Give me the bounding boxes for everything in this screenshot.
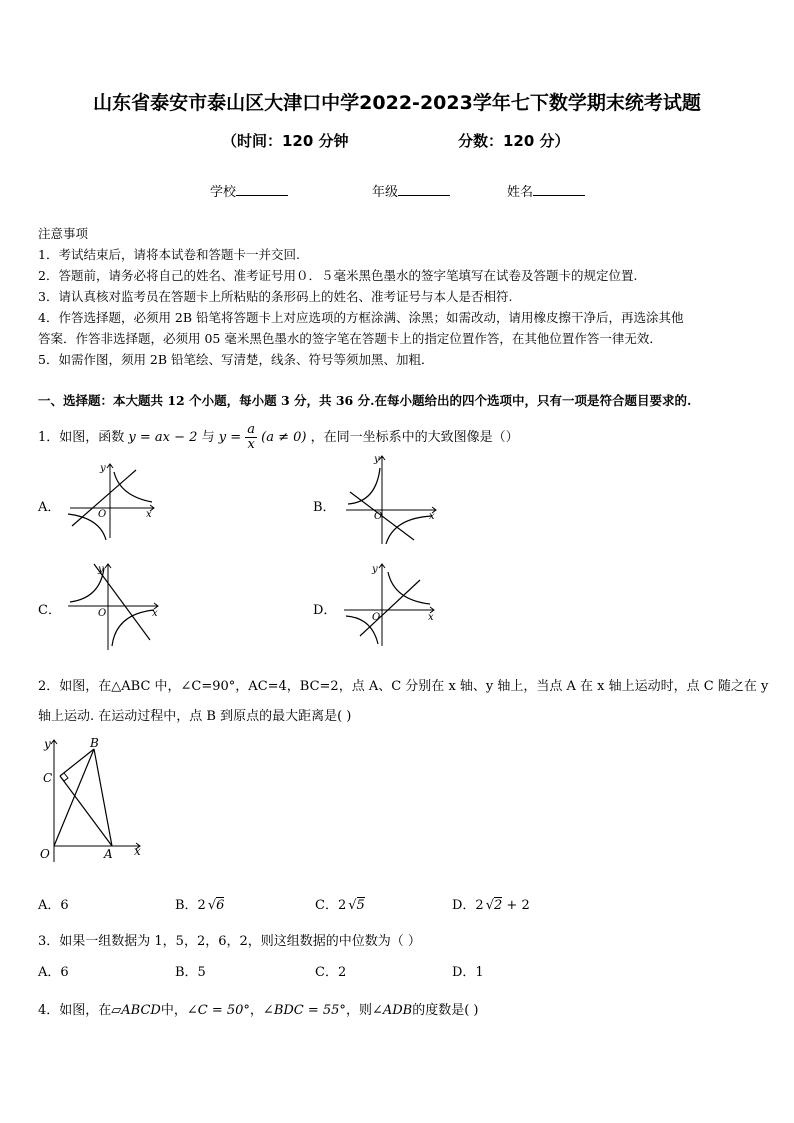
q3-option-b[interactable]: B．5 [175,965,206,980]
axis-origin-label: O [98,608,107,619]
question-2-line1: 2．如图，在△ABC 中，∠C=90°，AC=4，BC=2，点 A、C 分别在 x 轴、y 轴上，当点 A 在 x 轴上运动时，点 C 随之在 y [38,679,769,694]
q2-label-b: B [90,736,99,750]
q2-label-y: y [44,737,51,751]
q1-linear-function: y = ax − 2 [128,430,198,445]
q1-graph-b [336,448,444,548]
q2-option-c-radicand: 5 [356,898,365,913]
q1-fraction-numerator: a [247,422,256,437]
q1-condition: (a ≠ 0) [261,430,307,445]
q2-option-d[interactable] [452,894,530,913]
question-2-line2: 轴上运动. 在运动过程中，点 B 到原点的最大距离是( ) [38,709,352,724]
axis-x-label: x [146,509,152,520]
q4-suffix: 的度数是( ) [412,1003,479,1018]
note-item: 4．作答选择题，必须用 2B 铅笔将答题卡上对应选项的方框涂满、涂黑；如需改动，请用橡皮擦干净后，再选涂其他 [38,310,684,325]
exam-time: （时间：120 分钟 [222,132,349,150]
grade-field[interactable] [372,181,450,200]
q4-parallelogram: ▱ABCD [111,1003,161,1018]
q2-option-d-tail: + 2 [502,898,530,913]
axis-x-label: x [428,612,434,623]
sqrt-icon: √ [348,898,357,913]
question-3: 3．如果一组数据为 1，5，2，6，2，则这组数据的中位数为（ ） [38,934,421,949]
q4-mid1: 中， [160,1003,187,1018]
q1-fraction-denominator: x [247,437,255,452]
q1-option-b[interactable]: B． [313,500,336,515]
q3-option-a[interactable]: A．6 [38,965,69,980]
exam-score: 分数：120 分） [458,132,570,150]
question-4 [38,999,479,1018]
question-1 [38,423,519,452]
axis-origin-label: O [374,511,383,522]
q1-graph-c [64,560,164,652]
notes-heading: 注意事项 [38,226,89,241]
axis-y-label: y [98,564,104,575]
note-item: 1．考试结束后，请将本试卷和答题卡一并交回. [38,247,300,262]
axis-y-label: y [372,564,378,575]
q4-mid2: ，则 [345,1003,372,1018]
q1-option-a[interactable]: A． [38,500,61,515]
q2-option-c[interactable] [315,894,365,913]
q2-label-o: O [40,847,50,861]
q1-option-d[interactable]: D． [313,603,337,618]
section-heading: 一、选择题：本大题共 12 个小题，每小题 3 分，共 36 分.在每小题给出的四个选项中，只有一项是符合题目要求的. [38,393,692,408]
q3-option-d[interactable]: D．1 [452,965,484,980]
axis-origin-label: O [98,509,107,520]
q1-prefix: 1．如图，函数 [38,430,125,445]
school-field[interactable] [210,181,288,200]
q2-label-x: x [134,844,141,858]
q2-option-c-label: C．2 [315,898,347,913]
q2-option-d-label: D．2 [452,898,484,913]
q1-suffix: ，在同一坐标系中的大致图像是（） [310,430,519,445]
q3-option-c[interactable]: C．2 [315,965,347,980]
q4-angle-bdc: ∠BDC = 55° [262,1003,346,1018]
name-label: 姓名 [507,185,534,200]
q2-label-a: A [104,847,113,861]
q2-triangle-figure [36,734,148,864]
axis-y-label: y [100,463,106,474]
page-title: 山东省泰安市泰山区大津口中学2022-2023学年七下数学期末统考试题 [93,92,701,114]
note-item: 答案．作答非选择题，必须用 05 毫米黑色墨水的签字笔在答题卡上的指定位置作答，在其他位置作答一律无效． [38,331,662,346]
sqrt-icon: √ [207,898,217,913]
q2-option-b-radicand: 6 [216,898,225,913]
q4-angle-adb: ∠ADB [371,1003,413,1018]
q1-graph-d [340,560,440,650]
axis-y-label: y [374,454,380,465]
q1-and: 与 [201,430,215,445]
name-field[interactable] [507,181,585,200]
axis-origin-label: O [372,612,381,623]
grade-label: 年级 [372,185,399,200]
note-item: 2．答题前，请务必将自己的姓名、准考证号用０．５毫米黑色墨水的签字笔填写在试卷及答题卡的规定位置. [38,268,638,283]
sqrt-icon: √ [485,898,494,913]
q1-option-c[interactable]: C． [38,603,61,618]
q2-option-d-radicand: 2 [494,898,503,913]
q2-option-b-label: B．2 [175,898,206,913]
note-item: 5．如需作图，须用 2B 铅笔绘、写清楚，线条、符号等须加黑、加粗． [38,352,434,367]
axis-x-label: x [429,511,435,522]
q2-label-c: C [43,771,53,785]
q2-option-a-label: A．6 [38,898,69,913]
axis-x-label: x [152,608,158,619]
q4-angle-c: ∠C = 50° [186,1003,250,1018]
q2-option-a[interactable] [38,894,69,913]
q1-f2-lhs: y = [218,430,242,445]
q4-sep: ， [249,1003,263,1018]
q2-option-b[interactable] [175,894,224,913]
school-label: 学校 [210,185,237,200]
q1-graph-a [62,458,162,542]
q4-prefix: 4．如图，在 [38,1003,112,1018]
note-item: 3．请认真核对监考员在答题卡上所粘贴的条形码上的姓名、准考证号与本人是否相符. [38,289,513,304]
q1-fraction [245,423,257,452]
